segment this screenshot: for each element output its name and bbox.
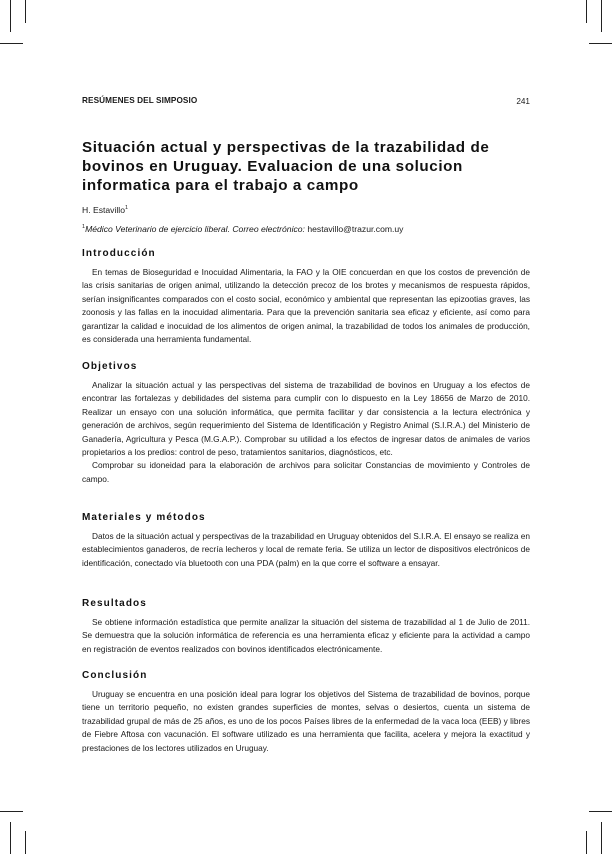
author-superscript: 1 [124, 205, 129, 212]
paragraph: Analizar la situación actual y las perspectivas del sistema de trazabilidad de bovinos en Uruguay a los efectos de encontrar las fortalezas y debilidades del sistema para cumplir con lo dispuesto en la Ley 18656 de Marzo de 2010. Realizar un ensayo con una solución informática, que permita facilitar y dar consistencia a la lectura electrónica y generación de archivos, según requerimiento del Sistema de Identificación y Registro Animal (S.I.R.A.) del Ministerio de Ganadería, Agricultura y Pesca (M.G.A.P.). Comprobar su utilidad a los efectos de ingresar datos de animales de varios propietarios a los predios: control de peso, tratamientos sanitarios, diagnósticos, etc. [82, 380, 530, 458]
paragraph: En temas de Bioseguridad e Inocuidad Alimentaria, la FAO y la OIE concuerdan en que los costos de prevención de las crisis sanitarias de origen animal, utilizando la detección precoz de los brotes y mecanismos de respuesta rápidos, serían insignificantes comparados con el costo social, económico y ambiental que representan las epizootias graves, las zoonosis y las fallas en la inocuidad alimentaria. Para que la prevención sanitaria sea eficaz y eficiente, así como para garantizar la calidad e inocuidad de los alimentos de origen animal, la trazabilidad de todos los animales de producción, es considerada una herramienta fundamental. [82, 267, 530, 345]
affiliation-text: Médico Veterinario de ejercicio liberal. Correo electrónico: [85, 224, 308, 234]
article-title: Situación actual y perspectivas de la trazabilidad de bovinos en Uruguay. Evaluacion de una solucion informatica para el trabajo a campo [82, 139, 490, 194]
paragraph: Datos de la situación actual y perspectivas de la trazabilidad en Uruguay obtenidos del S.I.R.A. El ensayo se realiza en establecimientos ganaderos, de recría lecheros y local de remate feria. Se utiliza un lector de dispositivos electrónicos de identificación, conectado vía bluetooth con una PDA (palm) en la que corre el software a ensayar. [82, 531, 530, 568]
paragraph: Comprobar su idoneidad para la elaboración de archivos para solicitar Constancias de movimiento y Controles de campo. [82, 460, 530, 484]
section-introduccion [82, 248, 530, 346]
affiliation-email[interactable]: hestavillo@trazur.com.uy [307, 224, 404, 234]
running-head: RESÚMENES DEL SIMPOSIO [82, 96, 198, 105]
affiliation-superscript: 1 [82, 224, 86, 231]
author-line [82, 205, 128, 215]
paragraph: Se obtiene información estadística que permite analizar la situación del sistema de trazabilidad al 1 de Julio de 2011. Se demuestra que la solución informática de referencia es una herramienta eficaz y eficiente para la actividad a campo en registración de eventos realizados con bovinos identificados electrónicamente. [82, 617, 530, 654]
author-name: H. Estavillo [82, 205, 125, 215]
affiliation-line [82, 224, 403, 234]
section-heading: Conclusión [82, 670, 148, 681]
section-heading: Materiales y métodos [82, 512, 206, 523]
section-materiales-y-metodos [82, 512, 530, 570]
section-heading: Resultados [82, 598, 147, 609]
section-objetivos [82, 361, 530, 486]
paragraph: Uruguay se encuentra en una posición ideal para lograr los objetivos del Sistema de trazabilidad de bovinos, porque tiene un territorio pequeño, no existen grandes superficies de montes, selvas o desiertos, cuenta un sistema de trazabilidad grupal de más de 25 años, es uno de los pocos Países libres de la enfermedad de la vaca loca (EEB) y libres de Fiebre Aftosa con vacunación. El software utilizado es una herramienta que facilita, acelera y mejora la exactitud y prestaciones de los lectores utilizados en Uruguay. [82, 689, 530, 753]
section-heading: Objetivos [82, 361, 138, 372]
section-conclusion [82, 670, 530, 755]
section-heading: Introducción [82, 248, 156, 259]
section-resultados [82, 598, 530, 656]
page-number: 241 [516, 97, 530, 106]
